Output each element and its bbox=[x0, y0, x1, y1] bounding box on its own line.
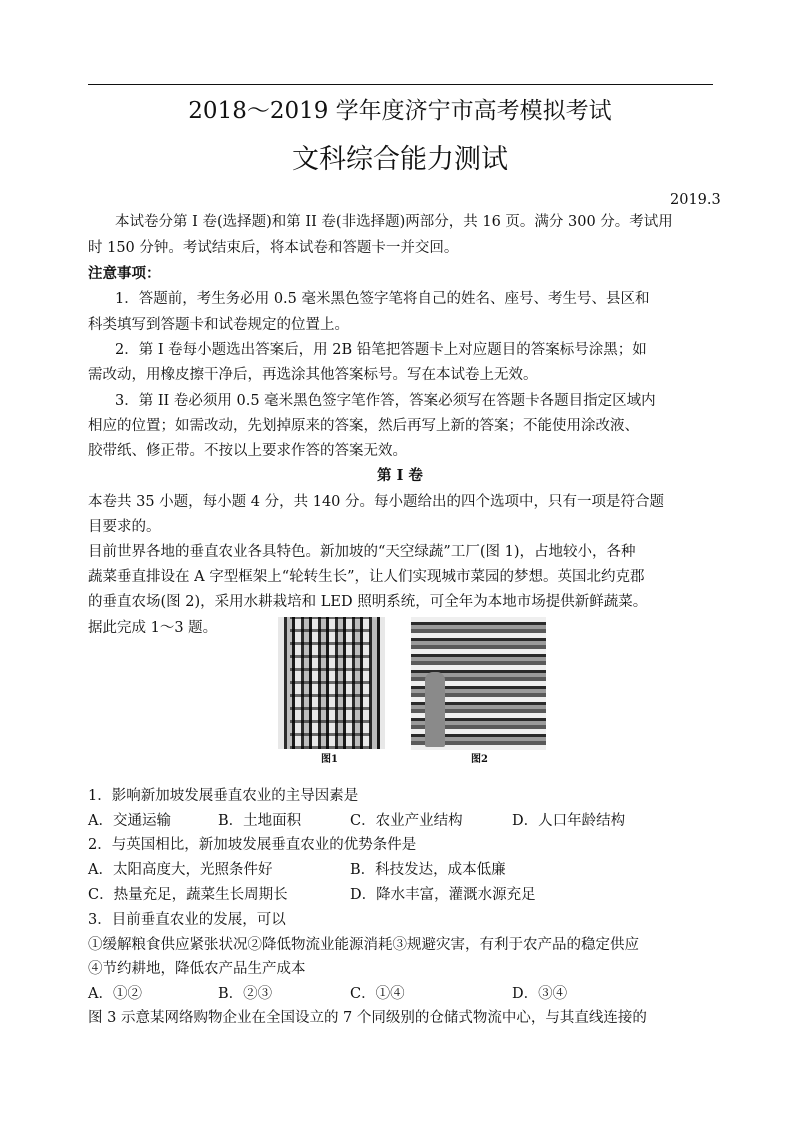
note-line: 3．第 II 卷必须用 0.5 毫米黑色签字笔作答，答案必须写在答题卡各题目指定区域内 bbox=[115, 393, 656, 409]
question-1-option-d: D．人口年龄结构 bbox=[512, 813, 626, 829]
note-line: 胶带纸、修正带。不按以上要求作答的答案无效。 bbox=[88, 443, 407, 459]
question-3-statement-line: ④节约耕地，降低农产品生产成本 bbox=[88, 961, 306, 977]
exam-date: 2019.3 bbox=[670, 192, 721, 208]
passage-line: 据此完成 1～3 题。 bbox=[88, 620, 218, 636]
note-line: 需改动，用橡皮擦干净后，再选涂其他答案标号。写在本试卷上无效。 bbox=[88, 367, 538, 383]
notes-heading: 注意事项： bbox=[88, 265, 161, 282]
next-passage-line: 图 3 示意某网络购物企业在全国设立的 7 个同级别的仓储式物流中心，与其直线连接的 bbox=[88, 1010, 647, 1026]
question-3-statement-line: ①缓解粮食供应紧张状况②降低物流业能源消耗③规避灾害，有利于农产品的稳定供应 bbox=[88, 937, 639, 953]
intro-line-2: 时 150 分钟。考试结束后，将本试卷和答题卡一并交回。 bbox=[88, 240, 459, 256]
passage-line: 目前世界各地的垂直农业各具特色。新加坡的“天空绿蔬”工厂(图 1)，占地较小，各种 bbox=[88, 544, 636, 560]
question-2-option-d: D．降水丰富，灌溉水源充足 bbox=[350, 887, 536, 903]
figure-2-caption: 图2 bbox=[471, 754, 488, 765]
note-line: 1．答题前，考生务必用 0.5 毫米黑色签字笔将自己的姓名、座号、考生号、县区和 bbox=[115, 291, 650, 307]
figure-2-image bbox=[411, 617, 546, 750]
question-1-stem: 1．影响新加坡发展垂直农业的主导因素是 bbox=[88, 788, 359, 804]
question-3-option-a: A．①② bbox=[88, 986, 142, 1002]
header-rule bbox=[88, 84, 713, 85]
question-1-option-a: A．交通运输 bbox=[88, 813, 171, 829]
question-2-option-c: C．热量充足，蔬菜生长周期长 bbox=[88, 887, 288, 903]
question-2-stem: 2．与英国相比，新加坡发展垂直农业的优势条件是 bbox=[88, 837, 417, 853]
passage-line: 蔬菜垂直排设在 A 字型框架上“轮转生长”，让人们实现城市菜园的梦想。英国北约克郡 bbox=[88, 569, 645, 585]
intro-line-1: 本试卷分第 I 卷(选择题)和第 II 卷(非选择题)两部分，共 16 页。满分 300 分。考试用 bbox=[115, 214, 673, 230]
question-1-option-b: B．土地面积 bbox=[218, 813, 302, 829]
section-intro-line: 本卷共 35 小题，每小题 4 分，共 140 分。每小题给出的四个选项中，只有一项是符合题 bbox=[88, 494, 665, 510]
question-2-option-a: A．太阳高度大，光照条件好 bbox=[88, 862, 273, 878]
figure-1-caption: 图1 bbox=[321, 754, 338, 765]
question-3-stem: 3．目前垂直农业的发展，可以 bbox=[88, 912, 286, 928]
question-2-option-b: B．科技发达，成本低廉 bbox=[350, 862, 506, 878]
figure-1-image bbox=[278, 617, 385, 749]
exam-subtitle: 文科综合能力测试 bbox=[292, 144, 508, 175]
exam-title: 2018～2019 学年度济宁市高考模拟考试 bbox=[188, 98, 612, 124]
question-3-option-d: D．③④ bbox=[512, 986, 568, 1002]
section-title: 第 I 卷 bbox=[377, 467, 423, 484]
section-intro-line: 目要求的。 bbox=[88, 519, 161, 535]
note-line: 科类填写到答题卡和试卷规定的位置上。 bbox=[88, 317, 349, 333]
note-line: 相应的位置；如需改动，先划掉原来的答案，然后再写上新的答案；不能使用涂改液、 bbox=[88, 418, 639, 434]
question-3-option-c: C．①④ bbox=[350, 986, 405, 1002]
question-1-option-c: C．农业产业结构 bbox=[350, 813, 463, 829]
passage-line: 的垂直农场(图 2)，采用水耕栽培和 LED 照明系统，可全年为本地市场提供新鲜蔬菜。 bbox=[88, 594, 648, 610]
note-line: 2．第 I 卷每小题选出答案后，用 2B 铅笔把答题卡上对应题目的答案标号涂黑；如 bbox=[115, 342, 647, 358]
question-3-option-b: B．②③ bbox=[218, 986, 273, 1002]
